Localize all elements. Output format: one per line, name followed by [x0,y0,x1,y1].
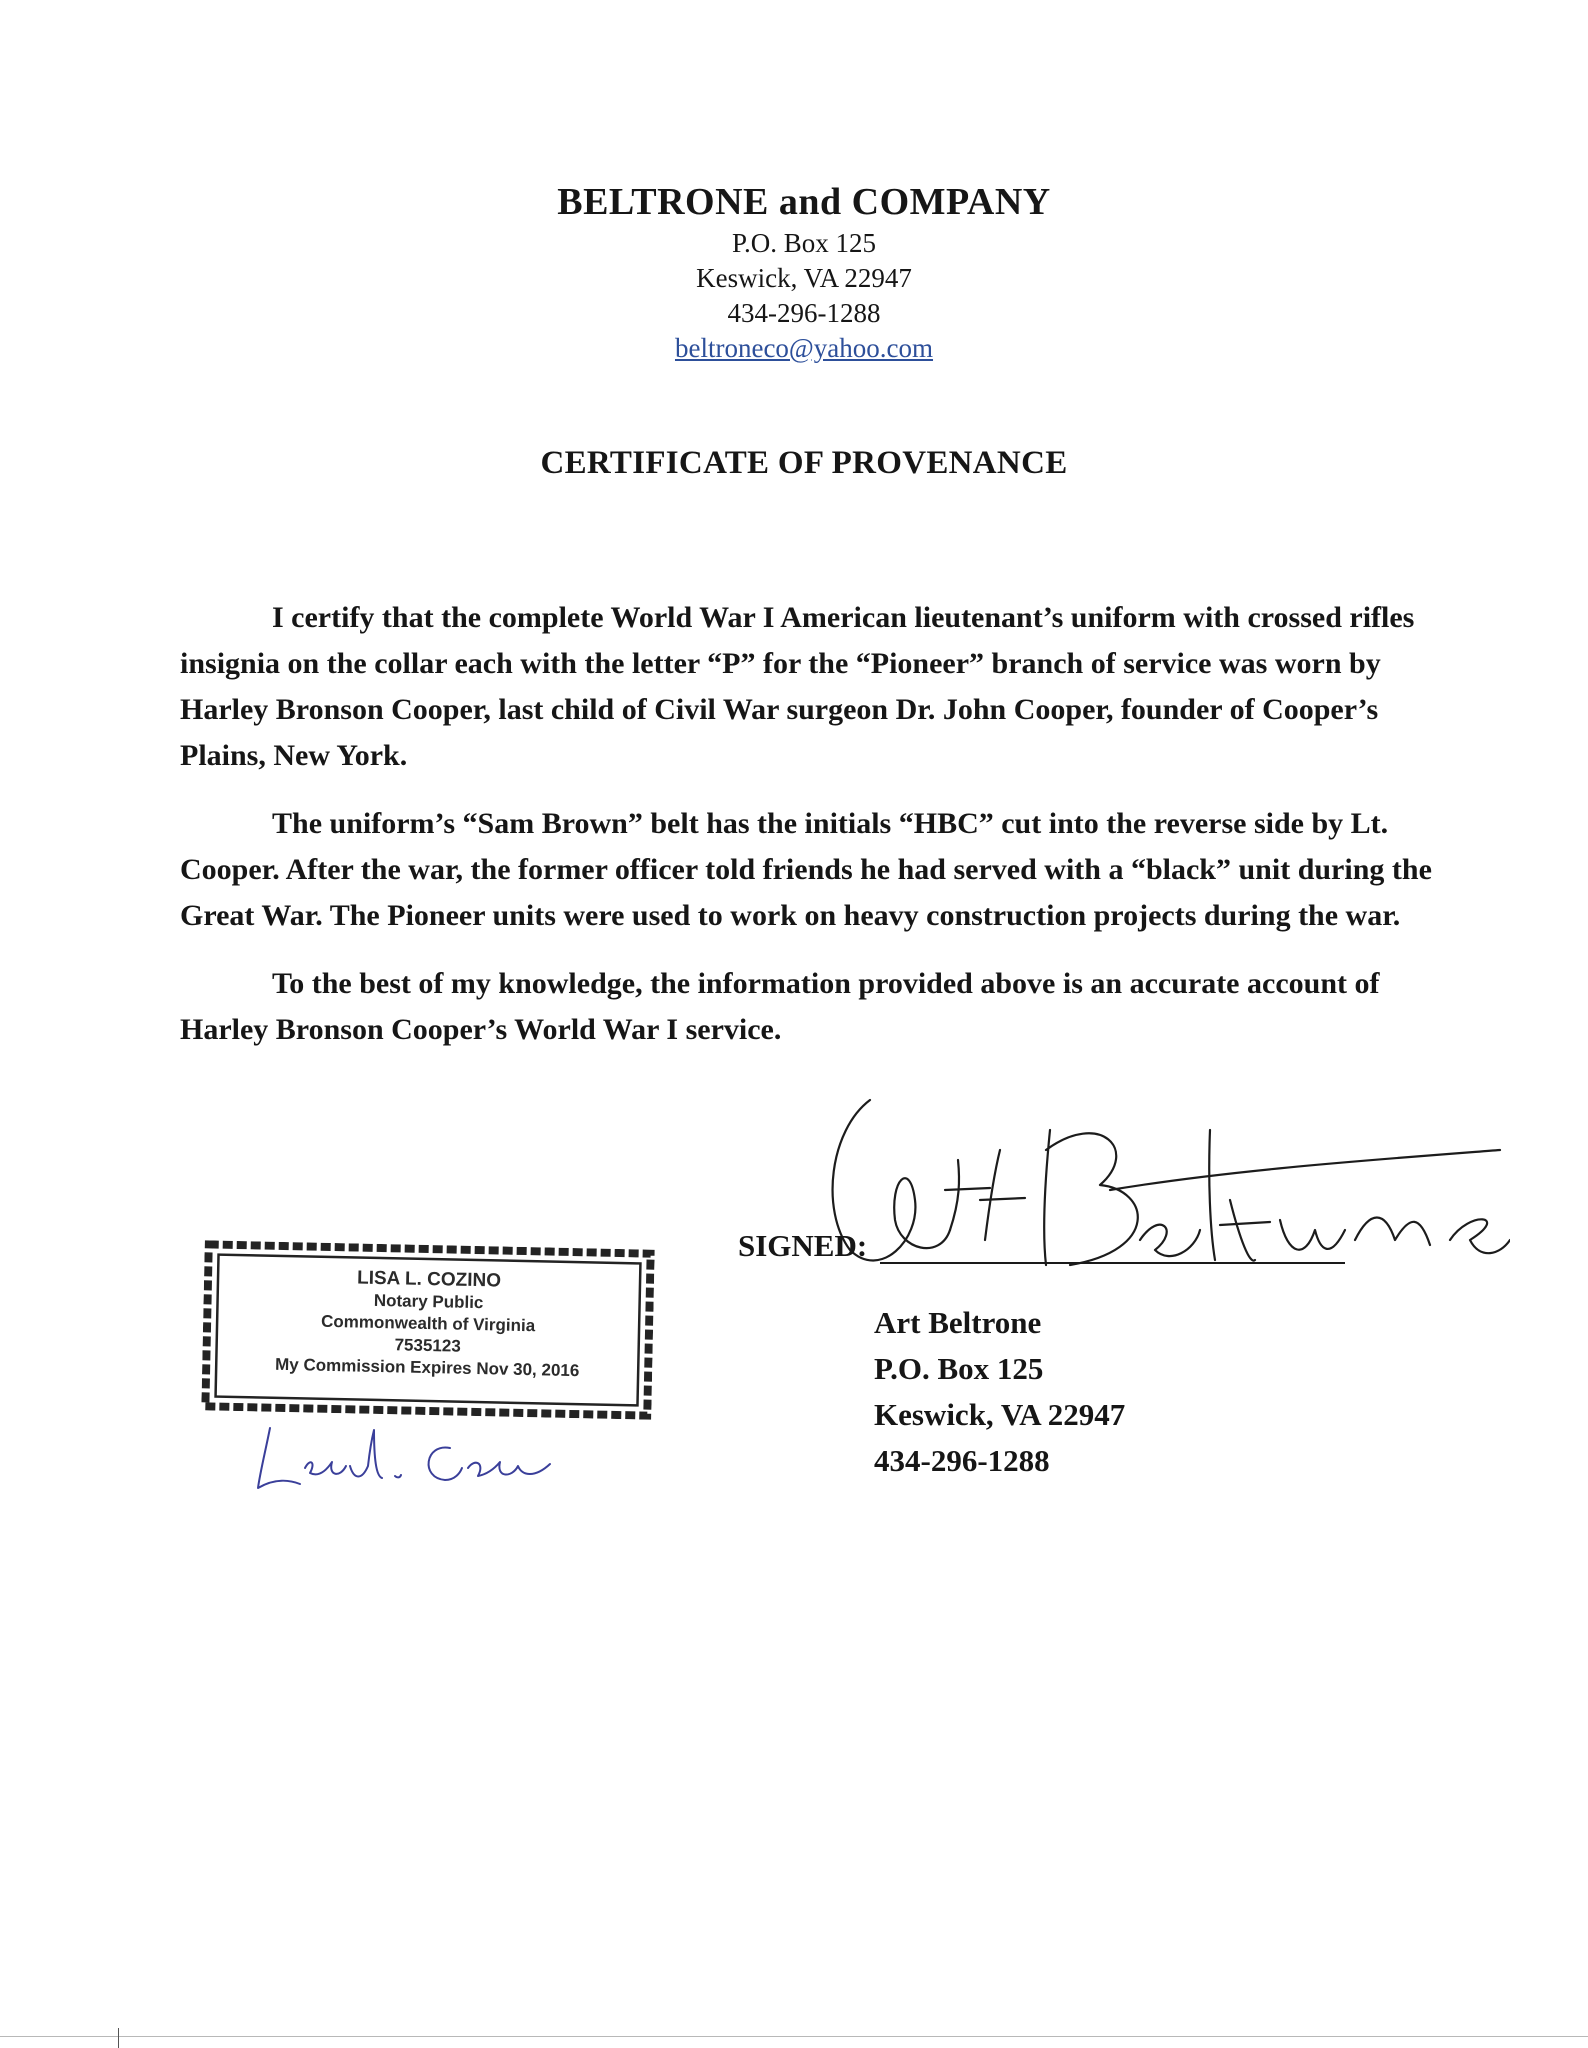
notary-number: 7535123 [394,1335,461,1356]
notary-jurisdiction: Commonwealth of Virginia [320,1311,536,1336]
page-bottom-edge [0,2036,1588,2037]
notary-expiration: My Commission Expires Nov 30, 2016 [274,1354,580,1381]
notary-title: Notary Public [373,1290,484,1313]
notary-name: LISA L. COZINO [356,1267,502,1292]
company-phone: 434-296-1288 [727,298,881,328]
paragraph-belt: The uniform’s “Sam Brown” belt has the initials “HBC” cut into the reverse side by Lt. Cooper. After the war, the former officer told friends he had served with a “black” unit during the Great War. The Pioneer units were used to work on heavy construction projects during the war. [180,807,1432,932]
signer-city: Keswick, VA 22947 [874,1397,1126,1432]
paragraph-knowledge: To the best of my knowledge, the information provided above is an accurate account of Harley Bronson Cooper’s World War I service. [180,967,1380,1046]
notary-stamp [201,1240,654,1419]
signer-phone: 434-296-1288 [874,1443,1050,1478]
certificate-title: CERTIFICATE OF PROVENANCE [540,445,1068,481]
signer-name: Art Beltrone [874,1305,1042,1340]
certificate-body [180,595,1440,1075]
company-name: BELTRONE and COMPANY [557,181,1051,223]
letterhead [0,178,1588,366]
signer-po-box: P.O. Box 125 [874,1351,1044,1386]
signed-label: SIGNED: [738,1228,868,1263]
scan-edge-mark [118,2028,119,2048]
signature-line [880,1262,1345,1264]
signer-block [874,1300,1125,1484]
company-city: Keswick, VA 22947 [696,263,912,293]
paragraph-certification: I certify that the complete World War I American lieutenant’s uniform with crossed rifles insignia on the collar each with the letter “P” for the “Pioneer” branch of service was worn by Harley Bronson Cooper, last child of Civil War surgeon Dr. John Cooper, founder of Cooper’s Plains, New York. [180,601,1415,772]
notary-signature-image [250,1418,570,1498]
company-email-link[interactable]: beltroneco@yahoo.com [674,333,934,363]
signature-image [810,1090,1510,1300]
company-po-box: P.O. Box 125 [731,228,877,258]
